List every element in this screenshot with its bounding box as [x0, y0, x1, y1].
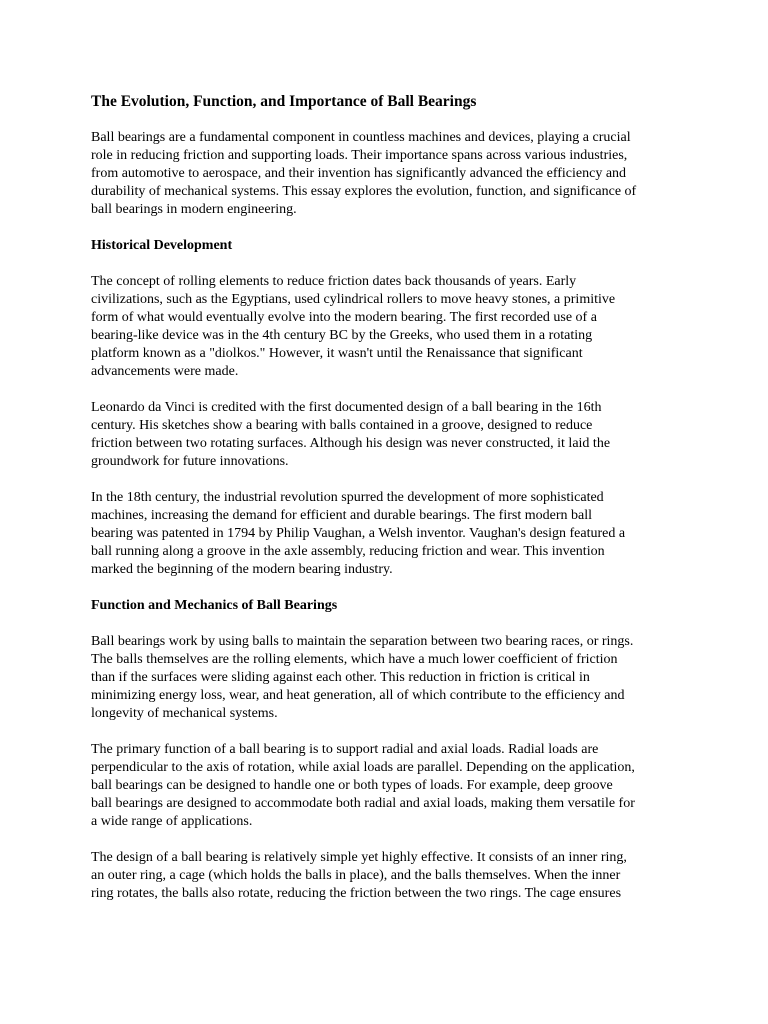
paragraph-line: Leonardo da Vinci is credited with the first documented design of a ball bearing in the 16th	[91, 400, 602, 415]
paragraph-line: ball bearings in modern engineering.	[91, 202, 297, 217]
paragraph-line: than if the surfaces were sliding against each other. This reduction in friction is critical in	[91, 670, 590, 685]
section-heading: Function and Mechanics of Ball Bearings	[91, 598, 338, 613]
section-heading: Historical Development	[91, 238, 233, 253]
paragraph-line: an outer ring, a cage (which holds the balls in place), and the balls themselves. When the inner	[91, 868, 621, 883]
paragraph	[91, 849, 681, 903]
paragraph-line: perpendicular to the axis of rotation, while axial loads are parallel. Depending on the application,	[91, 760, 635, 775]
paragraph	[91, 633, 681, 723]
paragraph-line: bearing-like device was in the 4th century BC by the Greeks, who used them in a rotating	[91, 328, 593, 343]
paragraph-line: form of what would eventually evolve into the modern bearing. The first recorded use of a	[91, 310, 597, 325]
paragraph	[91, 741, 681, 831]
paragraph-line: minimizing energy loss, wear, and heat generation, all of which contribute to the efficiency and	[91, 688, 625, 703]
paragraph-line: marked the beginning of the modern bearing industry.	[91, 562, 393, 577]
paragraph-line: In the 18th century, the industrial revolution spurred the development of more sophisticated	[91, 490, 604, 505]
paragraph-line: advancements were made.	[91, 364, 239, 379]
paragraph-line: machines, increasing the demand for efficient and durable bearings. The first modern ball	[91, 508, 592, 523]
paragraph-line: Ball bearings work by using balls to maintain the separation between two bearing races, or rings.	[91, 634, 634, 649]
document-body	[91, 129, 681, 903]
paragraph-line: The design of a ball bearing is relatively simple yet highly effective. It consists of an inner ring,	[91, 850, 627, 865]
paragraph-line: platform known as a "diolkos." However, it wasn't until the Renaissance that significant	[91, 346, 583, 361]
paragraph-line: ball bearings can be designed to handle one or both types of loads. For example, deep groove	[91, 778, 613, 793]
paragraph-line: ball running along a groove in the axle assembly, reducing friction and wear. This invention	[91, 544, 605, 559]
paragraph-line: Ball bearings are a fundamental component in countless machines and devices, playing a crucial	[91, 130, 631, 145]
paragraph-line: The concept of rolling elements to reduce friction dates back thousands of years. Early	[91, 274, 577, 289]
paragraph-line: bearing was patented in 1794 by Philip Vaughan, a Welsh inventor. Vaughan's design featured a	[91, 526, 626, 541]
paragraph	[91, 489, 681, 579]
document-page	[91, 93, 681, 921]
paragraph-line: durability of mechanical systems. This essay explores the evolution, function, and significance of	[91, 184, 637, 199]
paragraph	[91, 129, 681, 219]
paragraph-line: ring rotates, the balls also rotate, reducing the friction between the two rings. The cage ensures	[91, 886, 622, 901]
paragraph-line: groundwork for future innovations.	[91, 454, 289, 469]
paragraph-line: The primary function of a ball bearing is to support radial and axial loads. Radial loads are	[91, 742, 599, 757]
document-title: The Evolution, Function, and Importance of Ball Bearings	[91, 93, 477, 110]
paragraph-line: from automotive to aerospace, and their invention has significantly advanced the efficiency and	[91, 166, 627, 181]
paragraph-line: The balls themselves are the rolling elements, which have a much lower coefficient of friction	[91, 652, 618, 667]
paragraph-line: role in reducing friction and supporting loads. Their importance spans across various industries,	[91, 148, 628, 163]
paragraph-line: ball bearings are designed to accommodate both radial and axial loads, making them versatile for	[91, 796, 635, 811]
paragraph-line: longevity of mechanical systems.	[91, 706, 278, 721]
paragraph	[91, 399, 681, 471]
paragraph-line: friction between two rotating surfaces. Although his design was never constructed, it laid the	[91, 436, 611, 451]
paragraph	[91, 273, 681, 381]
paragraph-line: civilizations, such as the Egyptians, used cylindrical rollers to move heavy stones, a primitive	[91, 292, 616, 307]
paragraph-line: a wide range of applications.	[91, 814, 253, 829]
paragraph-line: century. His sketches show a bearing with balls contained in a groove, designed to reduce	[91, 418, 593, 433]
